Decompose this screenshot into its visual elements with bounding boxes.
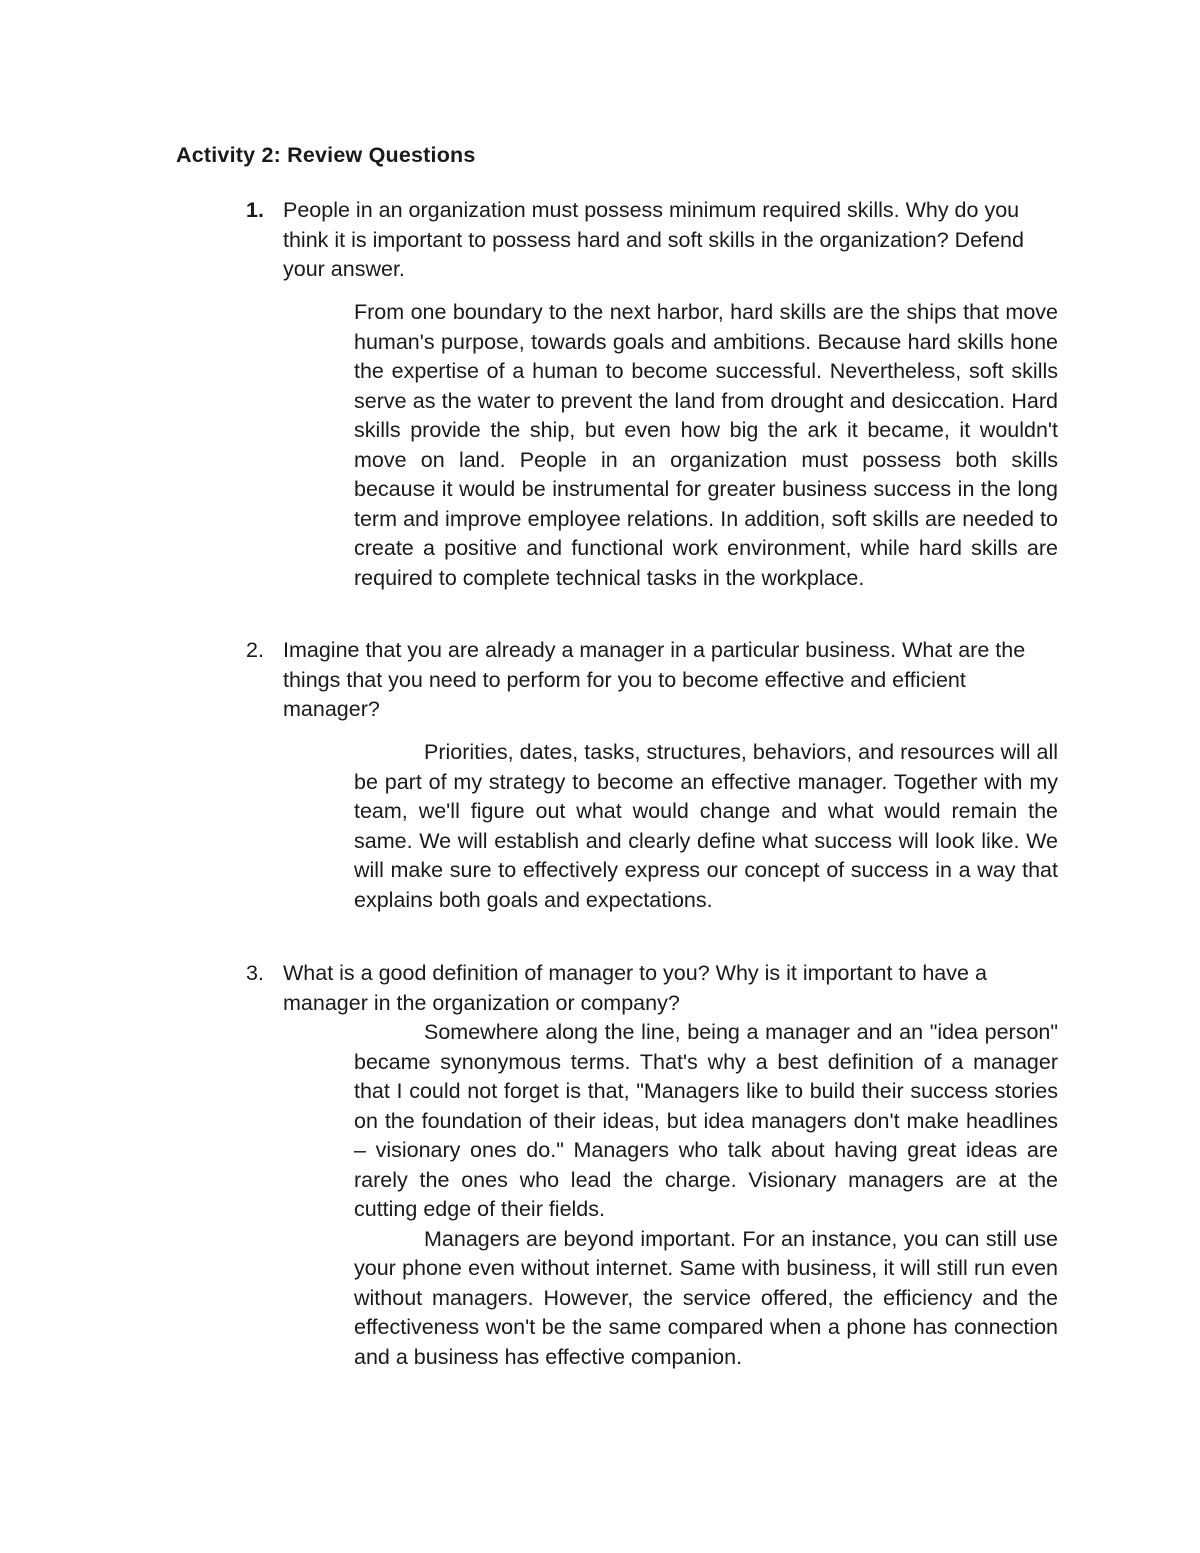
question-2-number: 2. [246, 638, 264, 662]
answer-2 [354, 738, 1058, 915]
question-3-number: 3. [246, 961, 264, 985]
question-1-text: People in an organization must possess minimum required skills. Why do you think it is important to possess hard and soft skills in the organization? Defend your answer. [283, 198, 1024, 281]
answer-1 [354, 298, 1058, 593]
question-3-text: What is a good definition of manager to you? Why is it important to have a manager in the organization or company? [283, 961, 987, 1015]
answer-2-paragraph-1: Priorities, dates, tasks, structures, behaviors, and resources will all be part of my strategy to become an effective manager. Together with my team, we'll figure out what would change and what would remain the same. We will establish and clearly define what success will look like. We will make sure to effectively express our concept of success in a way that explains both goals and expectations. [354, 740, 1058, 912]
page-title: Activity 2: Review Questions [176, 143, 476, 167]
answer-3-paragraph-1: Somewhere along the line, being a manager and an "idea person" became synonymous terms. That's why a best definition of a manager that I could not forget is that, "Managers like to build their success stories on the foundation of their ideas, but idea managers don't make headlines – visionary ones do." Managers who talk about having great ideas are rarely the ones who lead the charge. Visionary managers are at the cutting edge of their fields. [354, 1020, 1058, 1221]
question-2-text: Imagine that you are already a manager in a particular business. What are the things that you need to perform for you to become effective and efficient manager? [283, 638, 1026, 721]
question-1-number: 1. [246, 198, 264, 222]
answer-3 [354, 1018, 1058, 1372]
answer-3-paragraph-2: Managers are beyond important. For an instance, you can still use your phone even without internet. Same with business, it will still run even without managers. However, the service offered, the efficiency and the effectiveness won't be the same compared when a phone has connection and a business has effective companion. [354, 1226, 1058, 1369]
answer-1-paragraph-1: From one boundary to the next harbor, hard skills are the ships that move human's purpose, towards goals and ambitions. Because hard skills hone the expertise of a human to become successful. Nevertheless, soft skills serve as the water to prevent the land from drought and desiccation. Hard skills provide the ship, but even how big the ark it became, it wouldn't move on land. People in an organization must possess both skills because it would be instrumental for greater business success in the long term and improve employee relations. In addition, soft skills are needed to create a positive and functional work environment, while hard skills are required to complete technical tasks in the workplace. [354, 300, 1058, 590]
